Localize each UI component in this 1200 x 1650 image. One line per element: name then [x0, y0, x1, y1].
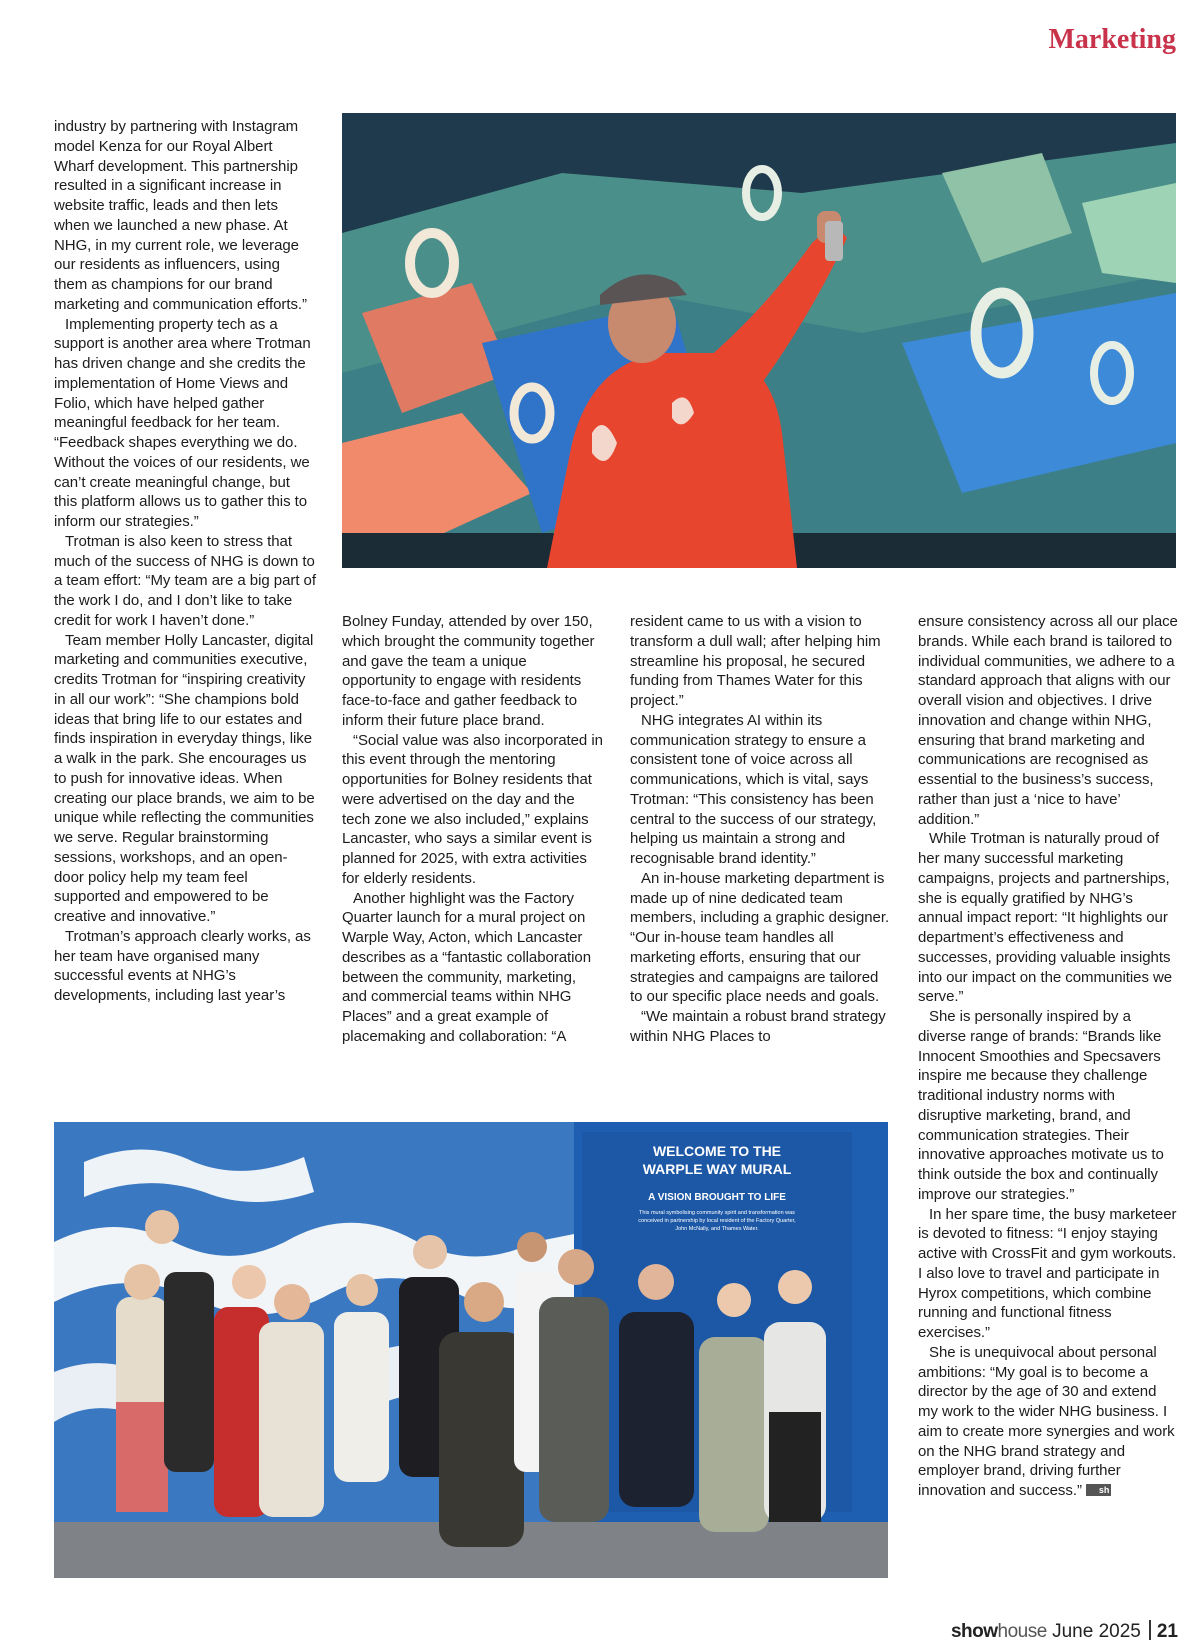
paragraph: An in-house marketing department is made up of nine dedicated team members, including a graphic designer. “Our in-house team handles all marketing efforts, ensuring that our strategies and campaigns are tailored to our specific place needs and goals. [630, 869, 890, 1006]
paragraph: Implementing property tech as a support is another area where Trotman has driven change and she credits the implementation of Home Views and Folio, which have helped gather meaningful feedback for her team. “Feedback shapes everything we do. Without the voices of our residents, we can’t create meaningful change, but this platform allows us to gather this to inform our strategies.” [54, 315, 311, 530]
footer-brand-house: house [997, 1621, 1047, 1642]
paragraph: She is personally inspired by a diverse range of brands: “Brands like Innocent Smoothies and Specsavers inspire me because they challenge traditional industry norms with disruptive marketing, brand, and communication strategies. Their innovative approaches motivate us to think outside the box and continually improve our strategies.” [918, 1008, 1164, 1203]
paragraph: Bolney Funday, attended by over 150, which brought the community together and gave the team a unique opportunity to engage with residents face-to-face and gather feedback to inform their future place brand. [342, 613, 595, 729]
paragraph: industry by partnering with Instagram model Kenza for our Royal Albert Wharf development. This partnership resulted in a significant increase in website traffic, leads and then lets when we launched a new phase. At NHG, in my current role, we leverage our residents as influencers, using them as champions for our brand marketing and communication efforts.” [54, 118, 307, 313]
team-group-photo [54, 1122, 888, 1578]
paragraph: In her spare time, the busy marketeer is devoted to fitness: “I enjoy staying active with CrossFit and gym workouts. I also love to travel and participate in Hyrox competitions, which combine running and functional fitness exercises.” [918, 1205, 1177, 1341]
paragraph: While Trotman is naturally proud of her many successful marketing campaigns, projects and partnerships, she is equally gratified by NHG’s annual impact report: “It highlights our department’s effectiveness and successes, providing valuable insights into our impact on the communities we serve.” [918, 830, 1173, 1006]
footer-brand-show: show [950, 1621, 998, 1642]
footer-issue: June 2025 [1052, 1621, 1141, 1642]
paragraph: Trotman is also keen to stress that much of the success of NHG is down to a team effort: “My team are a big part of the work I do, and I don’t like to take credit for work I haven’t done.” [54, 532, 316, 629]
mural-sign-intro-3: John McNally, and Thames Water. [675, 1226, 759, 1232]
paragraph [918, 1343, 1180, 1501]
footer-divider [1149, 1620, 1151, 1640]
article-column-2 [342, 612, 604, 1047]
mural-sign-title-1: WELCOME TO THE [652, 1143, 782, 1159]
paragraph: resident came to us with a vision to transform a dull wall; after helping him streamline his proposal, he secured funding from Thames Water for this project.” [630, 613, 881, 709]
article-column-3 [630, 612, 892, 1047]
paragraph: “Social value was also incorporated in this event through the mentoring opportunities for Bolney residents that were advertised on the day and the tech zone we also included,” explains Lancaster, who says a similar event is planned for 2025, with extra activities for elderly residents. [342, 731, 603, 887]
paragraph: “We maintain a robust brand strategy within NHG Places to [630, 1008, 886, 1045]
article-column-1 [54, 117, 316, 1006]
end-mark-icon: sh [1086, 1484, 1111, 1496]
paragraph: NHG integrates AI within its communication strategy to ensure a consistent tone of voice across all communications, which is vital, says Trotman: “This consistency has been central to the success of our strategy, helping us maintain a strong and recognisable brand identity.” [630, 711, 877, 867]
paragraph: Another highlight was the Factory Quarter launch for a mural project on Warple Way, Acton, which Lancaster describes as a “fantastic collaboration between the community, marketing, and commercial teams within NHG Places” and a great example of placemaking and collaboration: “A [342, 889, 592, 1045]
paragraph-text: She is unequivocal about personal ambitions: “My goal is to become a director by the age of 30 and extend my work to the wider NHG business. I aim to create more synergies and work on the NHG brand strategy and employer brand, driving further innovation and success.” [918, 1343, 1175, 1499]
page-number: 21 [1156, 1621, 1178, 1642]
paragraph: ensure consistency across all our place brands. While each brand is tailored to individual communities, we adhere to a standard approach that aligns with our overall vision and objectives. I drive innovation and change within NHG, ensuring that brand marketing and communications are recognised as essential to the business’s success, rather than just a ‘nice to have’ addition.” [918, 613, 1178, 828]
page-footer [951, 1620, 1178, 1643]
mural-sign-intro-2: conceived in partnership by local resident of the Factory Quarter, [638, 1218, 796, 1224]
mural-sign-intro-1: This mural symbolising community spirit and transformation was [639, 1210, 795, 1216]
paragraph: Team member Holly Lancaster, digital marketing and communities executive, credits Trotman for “inspiring creativity in all our work”: “She champions bold ideas that bring life to our estates and finds inspiration in everyday things, like a walk in the park. She encourages us to push for innovative ideas. When creating our place brands, we aim to be unique while reflecting the communities we serve. Regular brainstorming sessions, workshops, and an open-door policy help my team feel supported and empowered to be creative and innovative.” [54, 631, 315, 925]
article-column-4 [918, 612, 1180, 1501]
mural-sign-subtitle: A VISION BROUGHT TO LIFE [648, 1192, 786, 1203]
paragraph: Trotman’s approach clearly works, as her team have organised many successful events at NHG’s developments, including last year’s [54, 927, 311, 1004]
mural-sign-title-2: WARPLE WAY MURAL [642, 1161, 792, 1177]
mural-artist-photo [342, 113, 1176, 568]
section-label: Marketing [1048, 24, 1176, 55]
